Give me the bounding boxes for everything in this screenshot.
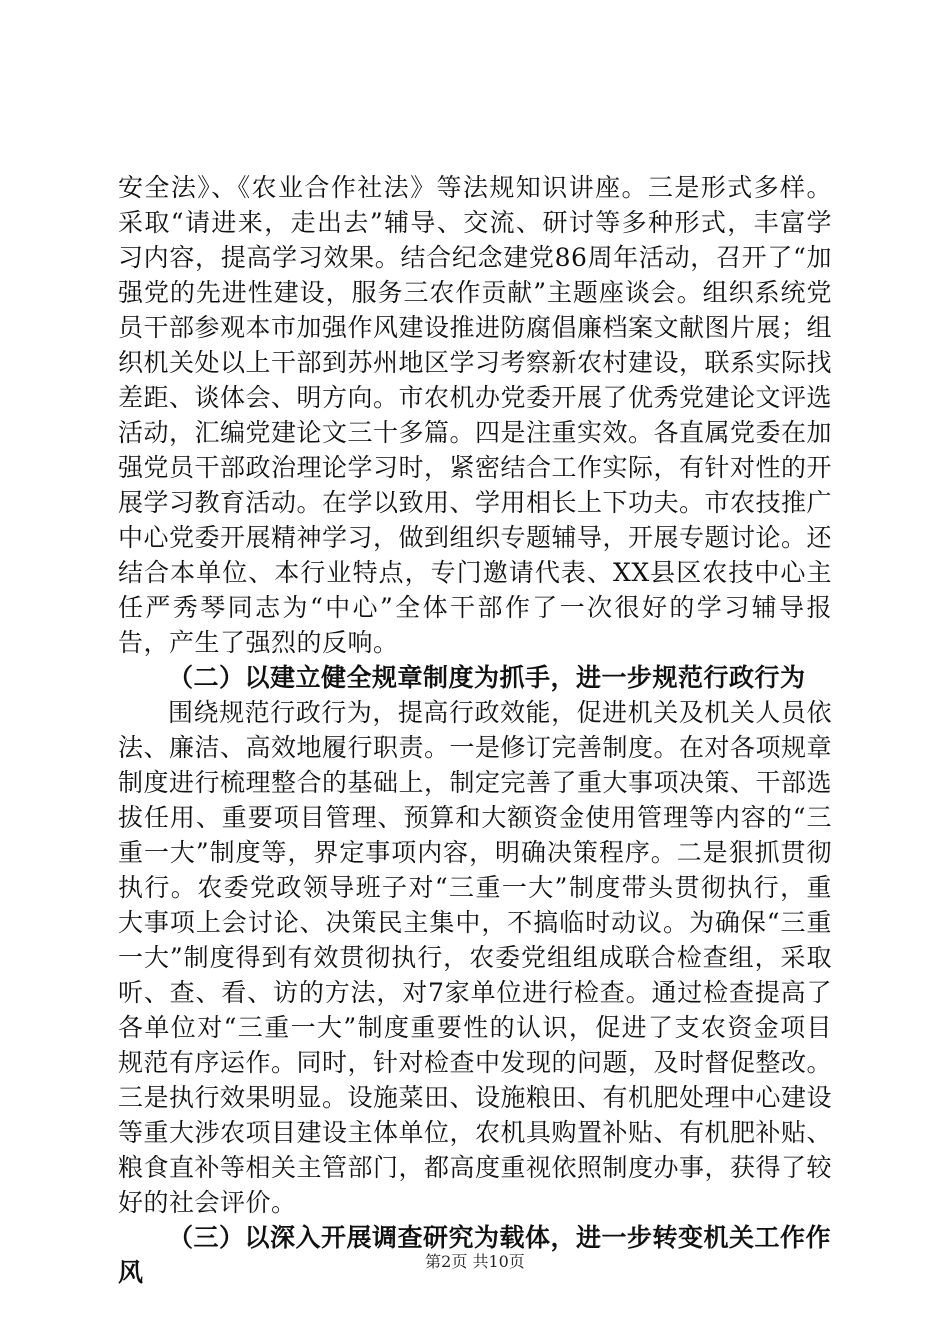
section-heading-3: （三）以深入开展调查研究为载体，进一步转变机关工作作风	[118, 1223, 832, 1287]
section-heading-2: （二）以建立健全规章制度为抓手，进一步规范行政行为	[168, 663, 806, 692]
body-paragraph-2: 围绕规范行政行为，提高行政效能，促进机关及机关人员依法、廉洁、高效地履行职责。一是修订完善制度。在对各项规章制度进行梳理整合的基础上，制定完善了重大事项决策、干部选拔任用、重要项目管理、预算和大额资金使用管理等内容的“三重一大”制度等，界定事项内容，明确决策程序。二是狠抓贯彻执行。农委党政领导班子对“三重一大”制度带头贯彻执行，重大事项上会讨论、决策民主集中，不搞临时动议。为确保“三重一大”制度得到有效贯彻执行，农委党组组成联合检查组，采取听、查、看、访的方法，对7家单位进行检查。通过检查提高了各单位对“三重一大”制度重要性的认识，促进了支农资金项目规范有序运作。同时，针对检查中发现的问题，及时督促整改。三是执行效果明显。设施菜田、设施粮田、有机肥处理中心建设等重大涉农项目建设主体单位，农机具购置补贴、有机肥补贴、粮食直补等相关主管部门，都高度重视依照制度办事，获得了较好的社会评价。	[118, 698, 833, 1217]
document-body	[118, 170, 832, 1290]
page-number-footer: 第2页 共10页	[425, 1252, 525, 1271]
body-paragraph-1: 安全法》、《农业合作社法》等法规知识讲座。三是形式多样。采取“请进来，走出去”辅导、交流、研讨等多种形式，丰富学习内容，提高学习效果。结合纪念建党86周年活动，召开了“加强党的先进性建设，服务三农作贡献”主题座谈会。组织系统党员干部参观本市加强作风建设推进防腐倡廉档案文献图片展；组织机关处以上干部到苏州地区学习考察新农村建设，联系实际找差距、谈体会、明方向。市农机办党委开展了优秀党建论文评选活动，汇编党建论文三十多篇。四是注重实效。各直属党委在加强党员干部政治理论学习时，紧密结合工作实际，有针对性的开展学习教育活动。在学以致用、学用相长上下功夫。市农技推广中心党委开展精神学习，做到组织专题辅导，开展专题讨论。还结合本单位、本行业特点，专门邀请代表、XX县区农技中心主任严秀琴同志为“中心”全体干部作了一次很好的学习辅导报告，产生了强烈的反响。	[118, 173, 833, 657]
